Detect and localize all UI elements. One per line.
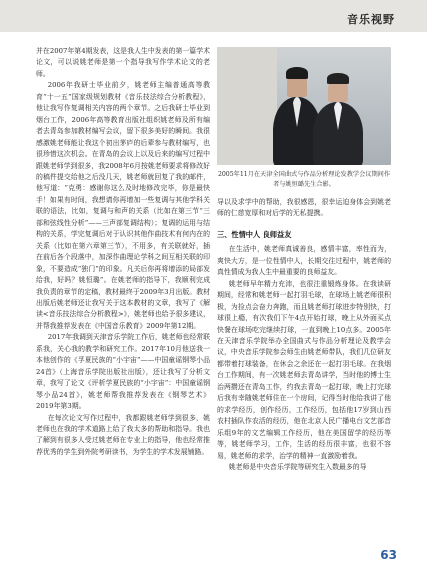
section-heading: 三、性情中人 良师益友 [217, 229, 292, 239]
right-column [217, 197, 391, 557]
section-name: 音乐视野 [347, 13, 395, 26]
photo-caption: 2005年11月在天津全国曲式与作品分析理论发教学会议期间作者与姚恒璐先生合影。 [217, 171, 391, 188]
paragraph: 2006年我研士毕业前夕，姚老师主编普通高等教育“十一五”国家级规划教材《音乐技法综合分析教程》，他让我写作复调相关内容的两个章节。之后我研士毕业到烟台工作，2006年高等教育出版社组织姚老师及所有编者去青岛参加教材编写会议，留下很多美好的瞬间。我很感激姚老师能让我这个初出茅庐的后辈参与教材编写，也很珍惜这次机会。在青岛的会议上以及后来的编写过程中跟姚老师学到很多，我2008年6月按姚老师要求将修改好的稿件提交给他之后没几天，姚老师就回复了我的邮件，他写道：“克勇：感谢你这么及时地修改完毕，你是最快手！如果有时间，我想请你再增加一些复调与其他学科关联的语法，比如，复调与和声的关系（比如在第三节“三部和弦线性分析”——三声部复调结构）；复调的运用与结构的关系，学完复调后对于认识其他作曲技术有何内在的关系（比如在第六章第三节），不用多，有关联就好，插在前后各个段落中，加深作曲理论学科之间互相关联的印象，不要造成“独门”的印象。凡关后你再将增添的局部发给我，好吗？姚恒璐”。在姚老师的指导下，我顺利完成我负责的章节的定稿，教材最终于2009年3月出版。教材出版后姚老师还让我写关于这本教材的文章，我写了《解读<音乐技法综合分析教程>》，姚老师也给予很多建议，并帮我推荐发表在《中国音乐教育》2009年第12期。 [36, 81, 210, 330]
page-number: 63 [380, 548, 397, 562]
left-column [36, 46, 210, 551]
group-photo [217, 47, 391, 165]
paragraph: 并在2007年第4期发表，这是我人生中发表的第一篇学术论文，可以说姚老师是第一个指导我写作学术论文的老师。 [36, 47, 210, 78]
paragraph: 姚老师是中央音乐学院等研究生入数最多的导 [228, 462, 367, 471]
paragraph: 在生活中，姚老师真诚善良，感情丰富，率性而为，爽快大方，是一位性情中人，长期交往过程中，姚老师的真性情成为我人生中最重要的良师益友。 [217, 245, 391, 277]
header-band [0, 0, 427, 32]
paragraph: 姚老师早年精力充沛，也很注重锻炼身体。在我读研期间，经常和姚老师一起打羽毛球，在球场上姚老师很积极，为捡点会奋力奔跑，而且姚老师打球进步特别快，打球很上瘾，有次我们下午4点开始打球，晚上从外面买点快餐在球场吃完继续打球，一直到晚上10点多。2005年在天津音乐学院举办全国曲式与作品分析理论及教学会议，中央音乐学院参会师生由姚老师带队，我们几位研友都带着打球装备，在休会之余还在一起打羽毛球。在我烟台工作期间，有一次姚老师去青岛讲学，当时他的博士生治两攒还在青岛工作，约我去青岛一起打球，晚上打完球后我有幸随姚老师住在一个房间，记得当时他给我讲了他的求学经历，创作经历，工作经历，包括他17岁到山西农村插队作农活的经历，他在北京人民广播电台文艺部音乐组9年的文艺编辑工作经历，他在美国留学的经历等等，姚老师学习，工作，生活的经历很丰富，也很不容易，姚老师的求学，治学的精神一直激励着我。 [217, 279, 391, 460]
paragraph: 在每次论文写作过程中，我都跟姚老师学到很多，姚老师也在我的学术道路上给了我太多的帮助和指导。我也了解到有很多人受过姚老师在专业上的指导，他也经常推荐优秀的学生到外院考研读书，为学生的学术发展铺路。 [36, 413, 210, 456]
paragraph: 导以及求学中的帮助，我很感恩，很幸运迫身体会到姚老师的仁慈宽厚和对后学的无私提携。 [217, 198, 391, 218]
paragraph: 2017年我调到天津音乐学院工作后，姚老师也经常联系我，关心我的教学和研究工作。2017年10月他送我一本他创作的《孚夏民族的“小宇宙”——中国童谣钢琴小品24首》（上海音乐学院出版社出版），还让我写了分析文章，我写了论文《评析学夏民族的“小宇宙”：中国童谣钢琴小品24首》，姚老师帮我推荐发表在《钢琴艺术》2019年第3期。 [36, 333, 210, 411]
photo-figure [217, 47, 391, 190]
